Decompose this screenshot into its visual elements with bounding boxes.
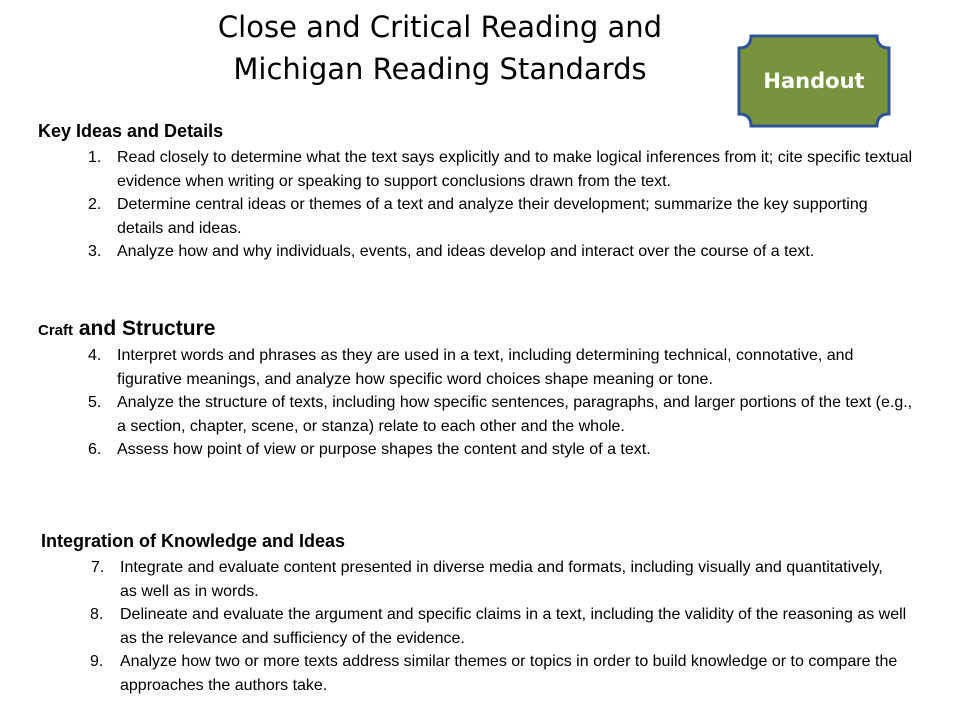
title-line-1: Close and Critical Reading and bbox=[217, 10, 663, 44]
item-number: 6. bbox=[88, 441, 102, 458]
heading-part: Structure bbox=[122, 317, 216, 340]
item-number: 1. bbox=[88, 149, 102, 166]
item-text: Read closely to determine what the text says explicitly and to make logical inferences from it; cite specific textual evidence when writing or speaking to support conclusions drawn from the text. bbox=[117, 149, 913, 190]
list-item bbox=[38, 193, 918, 240]
item-text: Analyze how and why individuals, events, and ideas develop and interact over the course of a text. bbox=[117, 243, 815, 260]
section-heading bbox=[38, 318, 918, 342]
list-item bbox=[38, 344, 918, 391]
standards-list bbox=[38, 146, 918, 264]
heading-part: and bbox=[73, 317, 123, 340]
item-number: 2. bbox=[88, 196, 102, 213]
list-item bbox=[38, 146, 918, 193]
item-text: Assess how point of view or purpose shapes the content and style of a text. bbox=[117, 441, 651, 458]
list-item bbox=[41, 603, 921, 650]
item-number: 5. bbox=[88, 394, 102, 411]
section-heading: Key Ideas and Details bbox=[38, 121, 224, 141]
item-text: Integrate and evaluate content presented in diverse media and formats, including visually and quantitatively, as well as in words. bbox=[120, 559, 883, 600]
item-number: 3. bbox=[88, 243, 102, 260]
item-number: 9. bbox=[90, 653, 104, 670]
section-key-ideas bbox=[38, 120, 918, 264]
list-item bbox=[41, 556, 900, 603]
list-item bbox=[38, 438, 918, 462]
item-number: 8. bbox=[90, 606, 104, 623]
section-craft-structure bbox=[38, 318, 918, 462]
item-text: Delineate and evaluate the argument and specific claims in a text, including the validity of the reasoning as well as the relevance and sufficiency of the evidence. bbox=[120, 606, 907, 647]
item-number: 4. bbox=[88, 347, 102, 364]
item-text: Determine central ideas or themes of a text and analyze their development; summarize the key supporting details and ideas. bbox=[117, 196, 868, 237]
item-text: Analyze how two or more texts address similar themes or topics in order to build knowledge or to compare the approaches the authors take. bbox=[120, 653, 898, 694]
page-title bbox=[150, 6, 730, 90]
item-number: 7. bbox=[91, 559, 105, 576]
item-text: Interpret words and phrases as they are used in a text, including determining technical, connotative, and figurative meanings, and analyze how specific word choices shape meaning or tone. bbox=[117, 347, 854, 388]
list-item bbox=[41, 650, 900, 697]
item-text: Analyze the structure of texts, including how specific sentences, paragraphs, and larger portions of the text (e.g., a section, chapter, scene, or stanza) relate to each other and the whole. bbox=[117, 394, 913, 435]
list-item bbox=[38, 391, 918, 438]
standards-list bbox=[41, 556, 921, 697]
title-line-2: Michigan Reading Standards bbox=[233, 52, 647, 86]
badge-label: Handout bbox=[763, 69, 865, 93]
standards-list bbox=[38, 344, 918, 462]
handout-badge bbox=[737, 34, 891, 128]
heading-part: Craft bbox=[38, 322, 74, 339]
section-integration bbox=[41, 530, 921, 697]
list-item bbox=[38, 240, 918, 264]
section-heading: Integration of Knowledge and Ideas bbox=[41, 531, 346, 551]
